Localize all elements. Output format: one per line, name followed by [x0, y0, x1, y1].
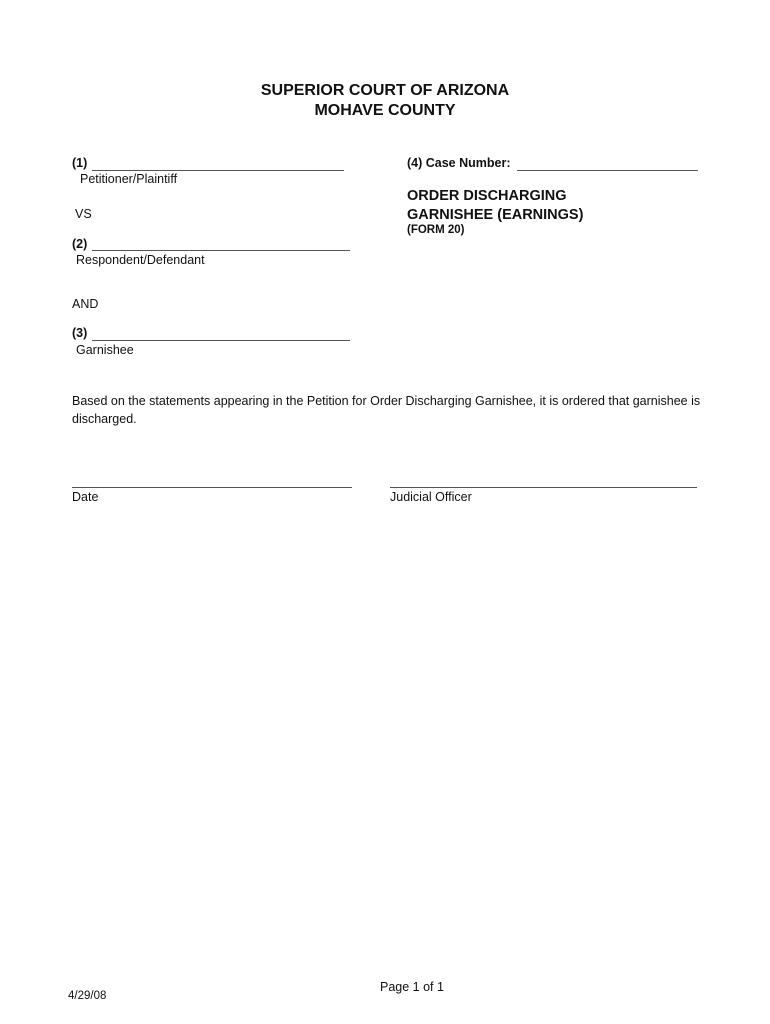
revision-date: 4/29/08 — [68, 990, 107, 1002]
party3-number: (3) — [72, 326, 88, 340]
case-number-line[interactable] — [517, 170, 698, 171]
party1-number: (1) — [72, 156, 88, 170]
date-label: Date — [72, 490, 99, 504]
order-title-line2: GARNISHEE (EARNINGS) — [407, 207, 584, 223]
order-statement: Based on the statements appearing in the Petition for Order Discharging Garnishee, it is ordered that garnishee is discharged. — [72, 394, 701, 426]
vs-label: VS — [75, 207, 92, 221]
court-name: SUPERIOR COURT OF ARIZONA — [260, 82, 510, 99]
county-name: MOHAVE COUNTY — [314, 102, 456, 119]
judicial-officer-signature-line[interactable] — [390, 487, 697, 488]
date-signature-line[interactable] — [72, 487, 352, 488]
order-title-line1: ORDER DISCHARGING — [407, 188, 567, 204]
party3-name-line[interactable] — [92, 340, 350, 341]
form-number: (FORM 20) — [407, 224, 465, 236]
party2-name-line[interactable] — [92, 250, 350, 251]
party2-role: Respondent/Defendant — [76, 253, 205, 267]
party2-number: (2) — [72, 237, 88, 251]
judicial-officer-label: Judicial Officer — [390, 490, 472, 504]
party1-role: Petitioner/Plaintiff — [80, 172, 178, 186]
case-number-label: (4) Case Number: — [407, 156, 511, 170]
page-number: Page 1 of 1 — [380, 980, 444, 994]
party1-name-line[interactable] — [92, 170, 344, 171]
party3-role: Garnishee — [76, 343, 134, 357]
and-label: AND — [72, 297, 99, 311]
